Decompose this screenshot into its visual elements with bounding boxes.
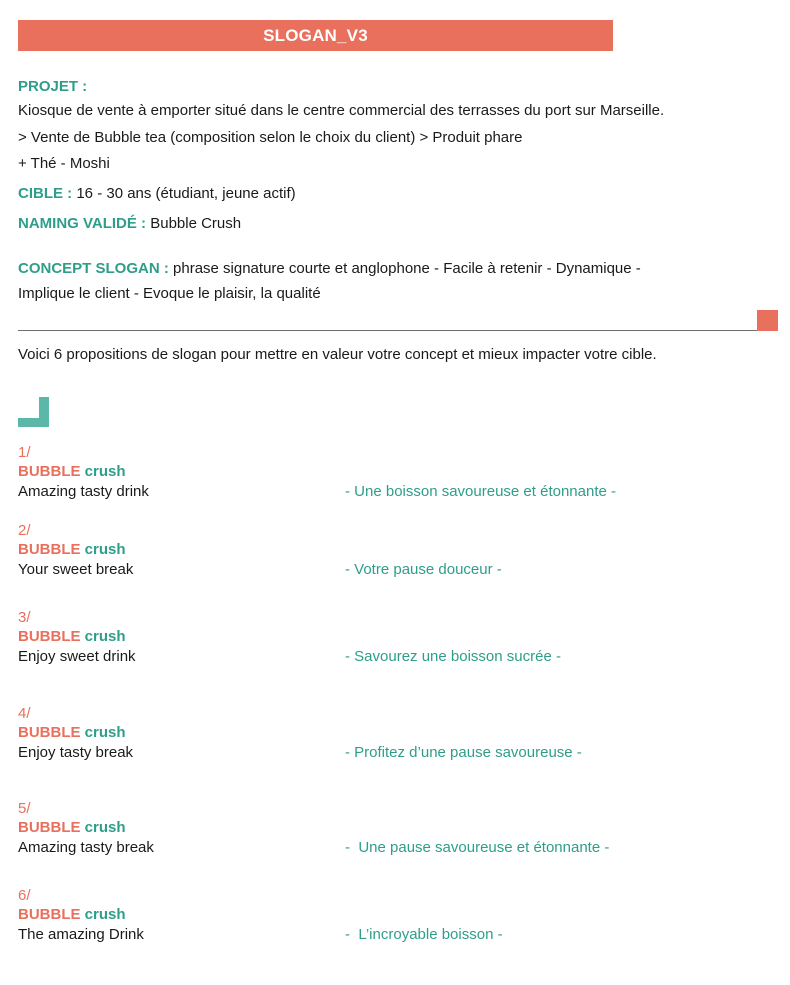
brand-bubble: BUBBLE xyxy=(18,541,81,558)
brand-bubble: BUBBLE xyxy=(18,906,81,923)
cible-label: CIBLE : xyxy=(18,185,73,202)
proposal-french: - Une pause savoureuse et étonnante - xyxy=(345,839,610,856)
concept-value-line-2: Implique le client - Evoque le plaisir, la qualité xyxy=(18,285,321,302)
brand-crush: crush xyxy=(84,906,126,923)
title-banner xyxy=(18,20,613,51)
proposal-brand xyxy=(18,541,126,558)
proposal-brand xyxy=(18,819,126,836)
brand-crush: crush xyxy=(84,463,126,480)
coral-square-accent-icon xyxy=(757,310,778,331)
proposal-english: Your sweet break xyxy=(18,561,134,578)
brand-bubble: BUBBLE xyxy=(18,819,81,836)
naming-value: Bubble Crush xyxy=(146,215,242,232)
proposal-brand xyxy=(18,628,126,645)
brand-crush: crush xyxy=(84,541,126,558)
brand-crush: crush xyxy=(84,724,126,741)
projet-line-2: > Vente de Bubble tea (composition selon le choix du client) > Produit phare xyxy=(18,129,523,146)
naming-row xyxy=(18,215,241,232)
proposal-french: - L’incroyable boisson - xyxy=(345,926,503,943)
projet-label: PROJET : xyxy=(18,78,88,95)
brand-bubble: BUBBLE xyxy=(18,463,81,480)
concept-value-line-1: phrase signature courte et anglophone - Facile à retenir - Dynamique - xyxy=(168,260,641,277)
proposal-number: 1/ xyxy=(18,444,31,461)
concept-label: CONCEPT SLOGAN : xyxy=(18,260,169,277)
brand-bubble: BUBBLE xyxy=(18,628,81,645)
proposal-english: Enjoy tasty break xyxy=(18,744,134,761)
proposal-english: Enjoy sweet drink xyxy=(18,648,136,665)
projet-line-3: + Thé - Moshi xyxy=(18,155,110,172)
corner-bracket-icon xyxy=(18,397,49,427)
intro-text: Voici 6 propositions de slogan pour mettre en valeur votre concept et mieux impacter votre cible. xyxy=(18,346,657,363)
proposal-number: 3/ xyxy=(18,609,31,626)
brand-bubble: BUBBLE xyxy=(18,724,81,741)
proposal-english: Amazing tasty drink xyxy=(18,483,149,500)
proposal-brand xyxy=(18,906,126,923)
proposal-number: 4/ xyxy=(18,705,31,722)
concept-row xyxy=(18,260,641,277)
proposal-french: - Une boisson savoureuse et étonnante - xyxy=(345,483,617,500)
section-divider xyxy=(18,330,757,331)
naming-label: NAMING VALIDÉ : xyxy=(18,215,147,232)
proposal-english: The amazing Drink xyxy=(18,926,144,943)
proposal-french: - Votre pause douceur - xyxy=(345,561,502,578)
proposal-french: - Profitez d’une pause savoureuse - xyxy=(345,744,582,761)
proposal-english: Amazing tasty break xyxy=(18,839,154,856)
proposal-brand xyxy=(18,463,126,480)
cible-value: 16 - 30 ans (étudiant, jeune actif) xyxy=(72,185,296,202)
document-title: SLOGAN_V3 xyxy=(263,25,368,45)
cible-row xyxy=(18,185,296,202)
brand-crush: crush xyxy=(84,628,126,645)
proposal-number: 6/ xyxy=(18,887,31,904)
projet-line-1: Kiosque de vente à emporter situé dans le centre commercial des terrasses du port sur Marseille. xyxy=(18,102,665,119)
proposal-number: 2/ xyxy=(18,522,31,539)
proposal-brand xyxy=(18,724,126,741)
brand-crush: crush xyxy=(84,819,126,836)
proposal-french: - Savourez une boisson sucrée - xyxy=(345,648,561,665)
proposal-number: 5/ xyxy=(18,800,31,817)
